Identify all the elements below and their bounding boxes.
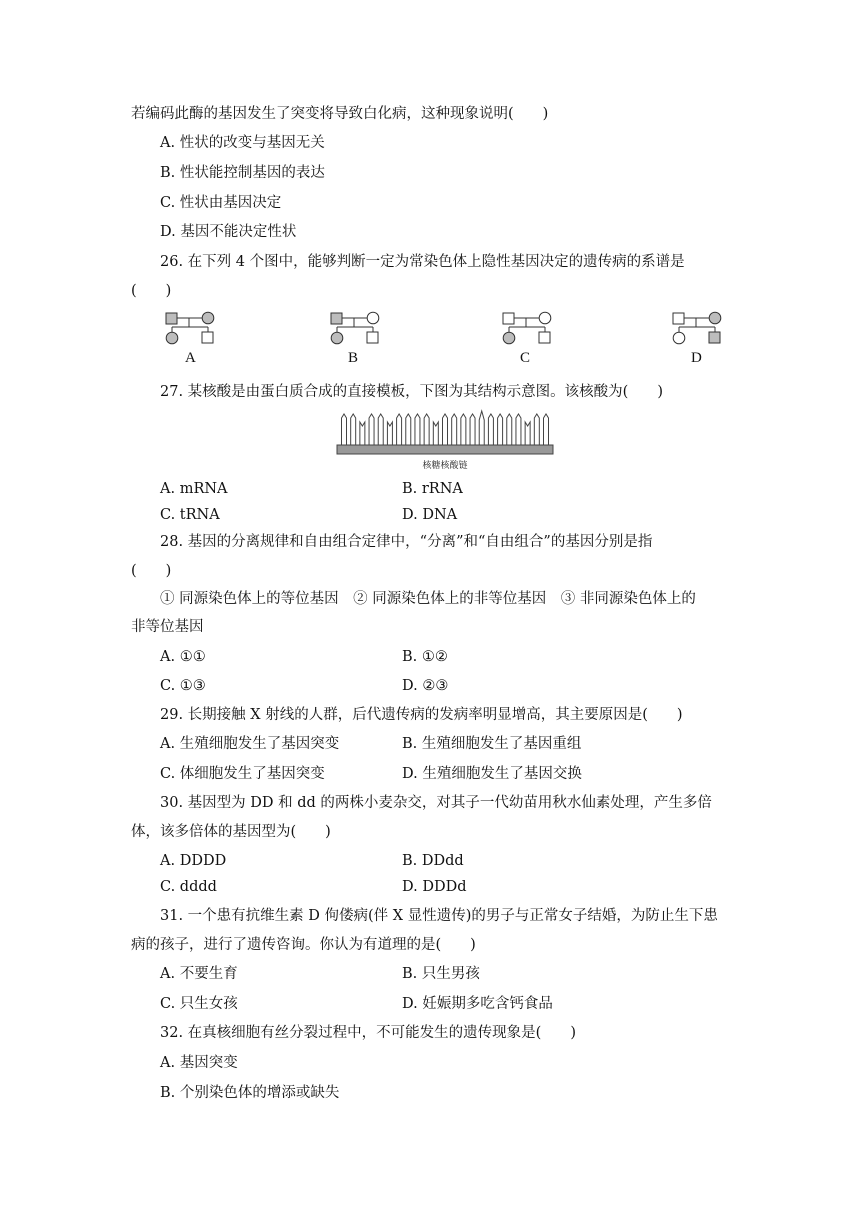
rna-structure-figure xyxy=(336,408,554,472)
rna-base-mark xyxy=(534,414,539,445)
q27-option-c: C. tRNA xyxy=(160,507,220,523)
q31-stem-line1: 31. 一个患有抗维生素 D 佝偻病(伴 X 显性遗传)的男子与正常女子结婚，为防止生下患 xyxy=(160,908,718,924)
daughter-circle xyxy=(503,332,515,344)
q32-stem: 32. 在真核细胞有丝分裂过程中，不可能发生的遗传现象是( ) xyxy=(160,1025,576,1041)
q31-option-a: A. 不要生育 xyxy=(160,966,238,982)
q28-option-c: C. ①③ xyxy=(160,678,206,694)
q31-option-d: D. 妊娠期多吃含钙食品 xyxy=(402,996,553,1012)
q28-stem-line1: 28. 基因的分离规律和自由组合定律中，“分离”和“自由组合”的基因分别是指 xyxy=(160,534,653,550)
rna-base-mark xyxy=(406,414,411,445)
rna-base-mark xyxy=(387,422,392,445)
father-square xyxy=(673,313,684,324)
rna-base-mark xyxy=(516,414,521,445)
q30-option-d: D. DDDd xyxy=(402,879,467,895)
rna-base-mark xyxy=(351,414,356,445)
daughter-circle xyxy=(166,332,178,344)
rna-base-mark xyxy=(470,414,475,445)
q28-option-b: B. ①② xyxy=(402,649,448,665)
rna-base-mark xyxy=(342,414,347,445)
q27-option-d: D. DNA xyxy=(402,507,458,523)
mother-circle xyxy=(367,312,379,324)
q26-stem-line2: ( ) xyxy=(131,283,172,299)
q28-option-d: D. ②③ xyxy=(402,678,449,694)
rna-base-mark xyxy=(424,414,429,445)
q28-option-a: A. ①① xyxy=(160,649,206,665)
rna-figure-caption: 核糖核酸链 xyxy=(422,461,468,471)
rna-backbone-bar xyxy=(337,445,553,454)
father-square xyxy=(166,313,177,324)
rna-base-mark xyxy=(544,414,549,445)
q30-option-b: B. DDdd xyxy=(402,853,464,869)
rna-base-mark xyxy=(507,414,512,445)
q26-stem-line1: 26. 在下列 4 个图中，能够判断一定为常染色体上隐性基因决定的遗传病的系谱是 xyxy=(160,254,685,270)
father-square xyxy=(503,313,514,324)
q31-option-b: B. 只生男孩 xyxy=(402,966,480,982)
q30-option-a: A. DDDD xyxy=(160,853,227,869)
q29-option-b: B. 生殖细胞发生了基因重组 xyxy=(402,736,582,752)
rna-base-mark xyxy=(415,414,420,445)
rna-base-mark xyxy=(369,414,374,445)
rna-base-mark xyxy=(378,414,383,445)
mother-circle xyxy=(709,312,721,324)
q32-option-a: A. 基因突变 xyxy=(160,1055,238,1071)
rna-base-mark xyxy=(452,414,457,445)
intro-line: 若编码此酶的基因发生了突变将导致白化病，这种现象说明( ) xyxy=(131,106,549,122)
rna-base-mark xyxy=(443,414,448,445)
q31-stem-line2: 病的孩子，进行了遗传咨询。你认为有道理的是( ) xyxy=(131,937,476,953)
q27-stem: 27. 某核酸是由蛋白质合成的直接模板，下图为其结构示意图。该核酸为( ) xyxy=(160,384,663,400)
rna-base-mark xyxy=(397,414,402,445)
rna-base-mark xyxy=(479,411,484,445)
rna-base-mark xyxy=(461,414,466,445)
q28-stem-line4: 非等位基因 xyxy=(131,619,204,635)
rna-base-mark xyxy=(498,414,503,445)
q25-option-c: C. 性状由基因决定 xyxy=(160,195,282,211)
q25-option-d: D. 基因不能决定性状 xyxy=(160,224,297,240)
rna-base-mark xyxy=(488,414,493,445)
son-square xyxy=(202,332,213,343)
daughter-circle xyxy=(331,332,343,344)
q30-stem-line2: 体，该多倍体的基因型为( ) xyxy=(131,824,331,840)
pedigree-label-b: B xyxy=(348,350,359,366)
q29-option-d: D. 生殖细胞发生了基因交换 xyxy=(402,766,582,782)
q29-stem: 29. 长期接触 X 射线的人群，后代遗传病的发病率明显增高，其主要原因是( ) xyxy=(160,707,683,723)
daughter-circle xyxy=(673,332,685,344)
pedigree-label-a: A xyxy=(185,350,196,366)
q30-option-c: C. dddd xyxy=(160,879,217,895)
mother-circle xyxy=(539,312,551,324)
rna-base-mark xyxy=(525,422,530,445)
q32-option-b: B. 个别染色体的增添或缺失 xyxy=(160,1085,340,1101)
q27-option-a: A. mRNA xyxy=(160,481,228,497)
mother-circle xyxy=(202,312,214,324)
q29-option-c: C. 体细胞发生了基因突变 xyxy=(160,766,325,782)
q25-option-b: B. 性状能控制基因的表达 xyxy=(160,165,325,181)
q30-stem-line1: 30. 基因型为 DD 和 dd 的两株小麦杂交，对其子一代幼苗用秋水仙素处理，产生多倍 xyxy=(160,795,712,811)
q28-stem-line3: ① 同源染色体上的等位基因 ② 同源染色体上的非等位基因 ③ 非同源染色体上的 xyxy=(160,591,696,607)
q29-option-a: A. 生殖细胞发生了基因突变 xyxy=(160,736,340,752)
father-square xyxy=(331,313,342,324)
son-square xyxy=(539,332,550,343)
pedigree-label-c: C xyxy=(520,350,531,366)
q27-option-b: B. rRNA xyxy=(402,481,463,497)
son-square xyxy=(367,332,378,343)
q25-option-a: A. 性状的改变与基因无关 xyxy=(160,135,325,151)
rna-base-mark xyxy=(433,422,438,445)
q28-stem-line2: ( ) xyxy=(131,563,172,579)
son-square xyxy=(709,332,720,343)
pedigree-label-d: D xyxy=(691,350,702,366)
q31-option-c: C. 只生女孩 xyxy=(160,996,238,1012)
rna-base-mark xyxy=(360,422,365,445)
